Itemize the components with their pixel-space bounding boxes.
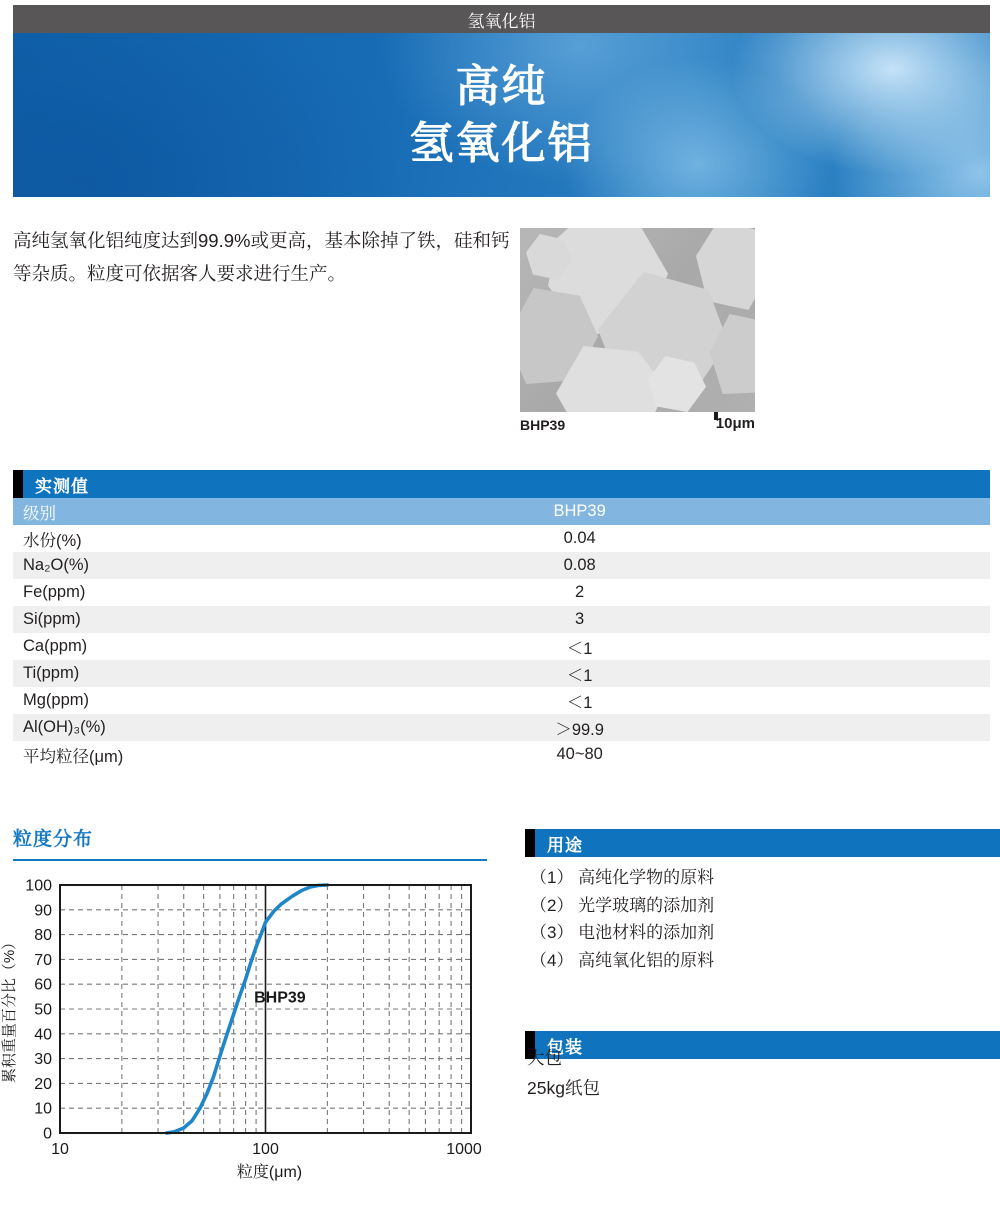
- spec-table-title: 实测值: [35, 476, 89, 496]
- row-label: Na₂O(%): [23, 556, 89, 574]
- header-black-chip: [525, 829, 535, 857]
- use-list-item: （4） 高纯氧化铝的原料: [530, 950, 715, 970]
- svg-text:70: 70: [34, 951, 52, 969]
- svg-text:BHP39: BHP39: [254, 989, 306, 1007]
- table-row: [13, 552, 990, 579]
- product-category-bar: [13, 5, 990, 33]
- use-list-item: （3） 电池材料的添加剂: [530, 923, 715, 942]
- table-row: [13, 525, 990, 552]
- row-value: 0.08: [563, 556, 596, 574]
- row-label: Mg(ppm): [23, 691, 90, 709]
- packaging-list: [527, 1043, 987, 1103]
- table-row: [13, 660, 990, 687]
- table-row: [13, 714, 990, 741]
- row-value: 3: [575, 610, 585, 628]
- svg-text:20: 20: [34, 1075, 52, 1093]
- packaging-title: 包装: [547, 1037, 583, 1057]
- table-row: [13, 579, 990, 606]
- row-label: 水份(%): [23, 531, 82, 550]
- grade-value: BHP39: [553, 502, 606, 520]
- row-label: Ca(ppm): [23, 637, 88, 655]
- intro-paragraph: 高纯氢氧化铝纯度达到99.9%或更高，基本除掉了铁，硅和钙等杂质。粒度可依据客人要求进行生产。: [13, 230, 510, 284]
- table-row: [13, 741, 990, 768]
- uses-header: [525, 829, 1000, 857]
- distribution-section-title: 粒度分布: [13, 824, 487, 861]
- grade-label: 级别: [23, 504, 56, 523]
- svg-text:粒度(μm): 粒度(μm): [236, 1164, 303, 1181]
- svg-text:累积重量百分比（%）: 累积重量百分比（%）: [1, 934, 18, 1084]
- use-list-item: （2） 光学玻璃的添加剂: [530, 895, 715, 915]
- row-value: ＜1: [566, 666, 593, 685]
- row-label: Ti(ppm): [23, 664, 80, 682]
- svg-text:40: 40: [34, 1026, 52, 1044]
- row-value: 0.04: [563, 529, 596, 547]
- row-value: ＜1: [566, 693, 593, 712]
- svg-text:1000: 1000: [446, 1141, 482, 1158]
- row-value: 2: [575, 583, 585, 601]
- svg-text:0: 0: [43, 1125, 52, 1143]
- row-label: 平均粒径(μm): [23, 747, 124, 766]
- svg-text:30: 30: [34, 1051, 52, 1069]
- uses-list: [530, 864, 990, 974]
- uses-title: 用途: [547, 835, 583, 855]
- particle-size-distribution-chart: [0, 865, 510, 1195]
- header-black-chip: [13, 470, 23, 498]
- svg-text:60: 60: [34, 976, 52, 994]
- sem-figure: [520, 228, 755, 433]
- scale-bar-text: 10μm: [715, 415, 755, 432]
- svg-text:10: 10: [34, 1100, 52, 1118]
- hero-title-line1: 高纯: [455, 62, 548, 111]
- table-row: [13, 687, 990, 714]
- row-value: 40~80: [556, 745, 603, 763]
- sem-image: [520, 228, 755, 412]
- row-label: Fe(ppm): [23, 583, 86, 601]
- row-value: ＜1: [566, 639, 593, 658]
- svg-text:10: 10: [51, 1141, 69, 1158]
- table-row: [13, 606, 990, 633]
- packaging-list-item: 25kg纸包: [527, 1078, 600, 1098]
- svg-text:90: 90: [34, 902, 52, 920]
- hero-title-line2: 氢氧化铝: [409, 119, 594, 168]
- svg-text:80: 80: [34, 927, 52, 945]
- spec-table-header: [13, 470, 990, 498]
- row-label: Al(OH)₃(%): [23, 718, 106, 736]
- svg-text:100: 100: [252, 1141, 279, 1158]
- spec-table-rows: [13, 525, 990, 768]
- hero-banner: [13, 33, 990, 197]
- svg-text:100: 100: [25, 877, 52, 895]
- scale-bar: [716, 415, 755, 433]
- svg-text:50: 50: [34, 1001, 52, 1019]
- sem-sample-label: BHP39: [520, 417, 566, 433]
- row-value: ＞99.9: [555, 720, 604, 739]
- product-category-label: 氢氧化铝: [467, 11, 536, 31]
- packaging-list-item: 大包: [527, 1048, 562, 1068]
- grade-row: [13, 498, 990, 525]
- table-row: [13, 633, 990, 660]
- spec-table: [13, 470, 990, 768]
- row-label: Si(ppm): [23, 610, 81, 628]
- use-list-item: （1） 高纯化学物的原料: [530, 868, 715, 887]
